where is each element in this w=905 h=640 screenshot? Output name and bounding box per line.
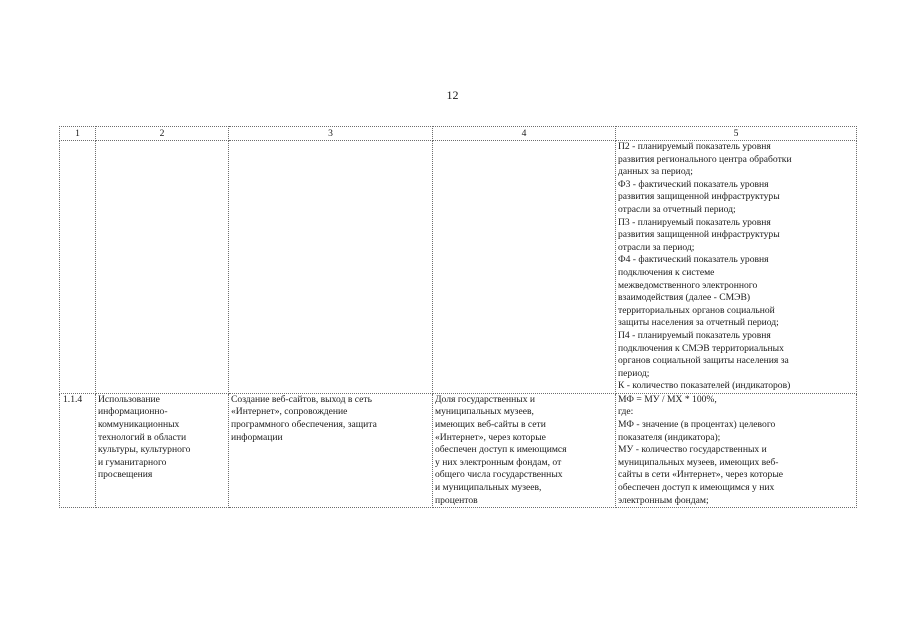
cell-activities: Создание веб-сайтов, выход в сеть «Интернет», сопровождение программного обеспечения, защита информации xyxy=(229,393,433,507)
cell-indicator: Доля государственных и муниципальных музеев, имеющих веб-сайты в сети «Интернет», через которые обеспечен доступ к имеющимся у них электронным фондам, от общего числа государственных и муниципальных музеев, процентов xyxy=(433,393,616,507)
cell-item-number: 1.1.4 xyxy=(60,393,96,507)
document-table xyxy=(59,126,857,508)
column-number-1: 1 xyxy=(60,127,96,141)
column-number-5: 5 xyxy=(616,127,857,141)
column-number-3: 3 xyxy=(229,127,433,141)
cell-program-name: Использование информационно- коммуникационных технологий в области культуры, культурного и гуманитарного просвещения xyxy=(96,393,229,507)
cell-item-number xyxy=(60,141,96,394)
table-row-1-1-4 xyxy=(60,393,857,507)
page-number: 12 xyxy=(446,88,459,102)
column-number-4: 4 xyxy=(433,127,616,141)
cell-program-name xyxy=(96,141,229,394)
cell-calculation-method: МФ = МУ / МХ * 100%, где: МФ - значение (в процентах) целевого показателя (индикатора); МУ - количество государственных и муниципальных музеев, имеющих веб- сайты в сети «Интернет», через которые обеспечен доступ к имеющимся у них электронным фондам; xyxy=(616,393,857,507)
cell-indicator xyxy=(433,141,616,394)
column-number-2: 2 xyxy=(96,127,229,141)
table-row-continued xyxy=(60,141,857,394)
table-header-row xyxy=(60,127,857,141)
cell-activities xyxy=(229,141,433,394)
cell-calculation-method: П2 - планируемый показатель уровня развития регионального центра обработки данных за период; Ф3 - фактический показатель уровня развития защищенной инфраструктуры отрасли за отчетный период; П3 - планируемый показатель уровня развития защищенной инфраструктуры отрасли за период; Ф4 - фактический показатель уровня подключения к системе межведомственного электронного взаимодействия (далее - СМЭВ) территориальных органов социальной защиты населения за отчетный период; П4 - планируемый показатель уровня подключения к СМЭВ территориальных органов социальной защиты населения за период; К - количество показателей (индикаторов) xyxy=(616,141,857,394)
